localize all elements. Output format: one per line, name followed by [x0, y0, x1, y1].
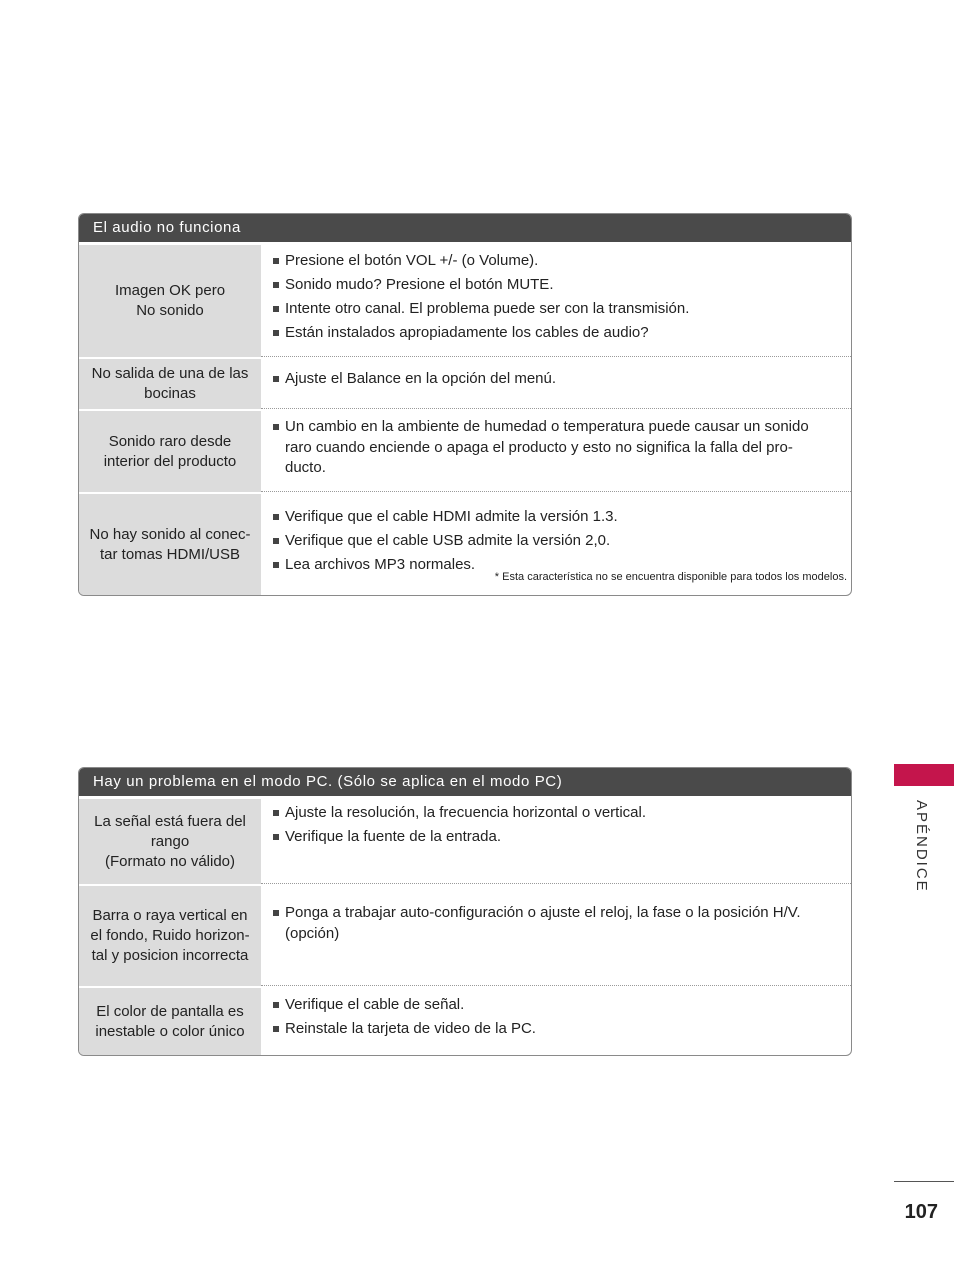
solution-item: Verifique la fuente de la entrada.: [273, 827, 841, 848]
solution-item: Sonido mudo? Presione el botón MUTE.: [273, 275, 841, 296]
solution-cell: [261, 799, 851, 884]
table-row: [79, 494, 851, 595]
solution-item: Verifique el cable de señal.: [273, 995, 841, 1016]
section-tab: [894, 764, 954, 786]
solution-item: Un cambio en la ambiente de humedad o temperatura puede causar un sonido raro cuando enciende o apaga el producto y esto no significa la falla del pro-ducto.: [273, 417, 821, 479]
solution-cell: [261, 494, 851, 595]
problem-cell: Imagen OK pero No sonido: [79, 245, 261, 357]
table-row: [79, 411, 851, 492]
problem-cell: No salida de una de las bocinas: [79, 359, 261, 409]
table-row: [79, 799, 851, 884]
solution-item: Presione el botón VOL +/- (o Volume).: [273, 251, 841, 272]
solution-item: Ponga a trabajar auto-configuración o ajuste el reloj, la fase o la posición H/V. (opción): [273, 903, 825, 944]
solution-cell: [261, 886, 851, 986]
table-row: [79, 245, 851, 357]
solution-cell: [261, 359, 851, 409]
problem-cell: No hay sonido al conec- tar tomas HDMI/USB: [79, 494, 261, 595]
solution-cell: [261, 988, 851, 1055]
footer-rule: [894, 1181, 954, 1182]
solution-item: Ajuste el Balance en la opción del menú.: [273, 369, 841, 390]
problem-cell: Sonido raro desde interior del producto: [79, 411, 261, 492]
problem-cell: El color de pantalla es inestable o color único: [79, 988, 261, 1055]
solution-item: Reinstale la tarjeta de video de la PC.: [273, 1019, 841, 1040]
table-row: [79, 359, 851, 409]
problem-cell: Barra o raya vertical en el fondo, Ruido horizon- tal y posicion incorrecta: [79, 886, 261, 986]
solution-item: Están instalados apropiadamente los cables de audio?: [273, 323, 841, 344]
solution-cell: [261, 245, 851, 357]
solution-item: Verifique que el cable USB admite la versión 2,0.: [273, 531, 841, 552]
table-title: Hay un problema en el modo PC. (Sólo se aplica en el modo PC): [79, 768, 851, 796]
solution-item: Intente otro canal. El problema puede ser con la transmisión.: [273, 299, 841, 320]
solution-cell: [261, 411, 851, 492]
solution-item: Lea archivos MP3 normales.: [273, 555, 841, 576]
pc-mode-troubleshooting-table: [78, 767, 852, 1056]
problem-cell: La señal está fuera del rango (Formato no válido): [79, 799, 261, 884]
table-row: [79, 886, 851, 986]
audio-troubleshooting-table: [78, 213, 852, 596]
section-label: APÉNDICE: [913, 800, 930, 893]
solution-item: Verifique que el cable HDMI admite la versión 1.3.: [273, 507, 841, 528]
table-row: [79, 988, 851, 1055]
page-number: 107: [904, 1201, 938, 1223]
availability-note: * Esta característica no se encuentra disponible para todos los modelos.: [494, 570, 847, 583]
table-title: El audio no funciona: [79, 214, 851, 242]
solution-item: Ajuste la resolución, la frecuencia horizontal o vertical.: [273, 803, 841, 824]
